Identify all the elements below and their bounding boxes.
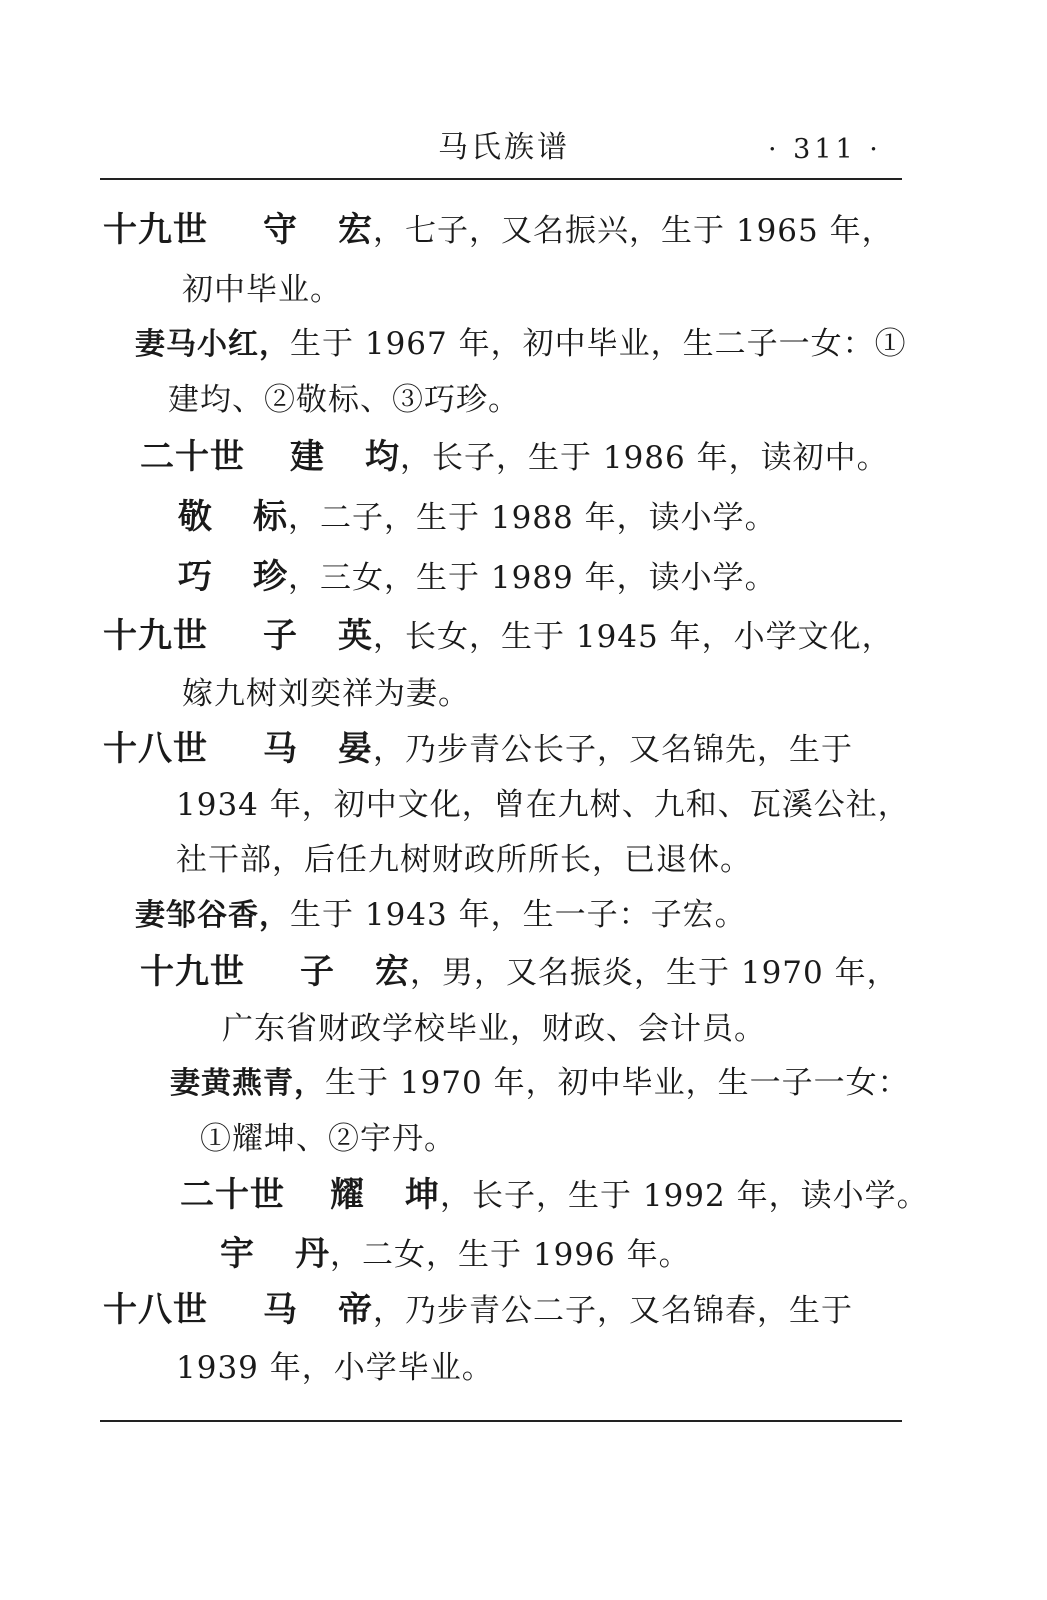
spouse-line <box>135 893 747 938</box>
generation-label: 二十世 <box>140 437 245 477</box>
generation-label: 十九世 <box>103 616 208 656</box>
generation-label: 十九世 <box>103 210 208 250</box>
name-char: 子 <box>263 616 298 656</box>
entry-line <box>103 727 853 772</box>
name-char: 建 <box>290 437 325 477</box>
entry-line <box>103 208 894 253</box>
spouse-name: 妻黄燕青， <box>170 1066 325 1101</box>
spouse-name: 妻邹谷香， <box>135 898 290 933</box>
entry-line <box>180 1173 929 1218</box>
name-char: 敬 <box>178 497 213 537</box>
name-char: 子 <box>300 952 335 992</box>
entry-text: ，长女，生于 1945 年，小学文化， <box>373 619 894 655</box>
person-name <box>263 1288 373 1332</box>
entry-text: ，七子，又名振兴，生于 1965 年， <box>373 213 894 249</box>
person-name <box>330 1173 440 1217</box>
name-char: 晏 <box>338 729 373 769</box>
entry-text: ，二子，生于 1988 年，读小学。 <box>288 500 777 536</box>
entry-text: 生于 1967 年，初中毕业，生二子一女：① <box>290 326 907 362</box>
entry-text: ，乃步青公二子，又名锦春，生于 <box>373 1293 853 1329</box>
entry-continuation: 1939 年，小学毕业。 <box>176 1350 494 1386</box>
entry-text: ，三女，生于 1989 年，读小学。 <box>288 560 777 596</box>
generation-label: 十八世 <box>103 1290 208 1330</box>
entry-continuation: 1934 年，初中文化，曾在九树、九和、瓦溪公社， <box>176 787 910 823</box>
person-name <box>263 727 373 771</box>
person-name <box>290 435 400 479</box>
name-char: 宏 <box>375 952 410 992</box>
entry-continuation: ①耀坤、②宇丹。 <box>200 1121 456 1157</box>
person-name <box>263 208 373 252</box>
name-char: 丹 <box>295 1234 330 1274</box>
entry-line <box>140 435 889 480</box>
person-name <box>263 614 373 658</box>
entry-continuation: 建均、②敬标、③巧珍。 <box>168 382 520 418</box>
name-char: 帝 <box>338 1290 373 1330</box>
entry-line <box>103 1288 853 1333</box>
page-number: · 311 · <box>768 134 882 165</box>
header-rule <box>100 178 902 180</box>
name-char: 马 <box>263 1290 298 1330</box>
entry-continuation: 嫁九树刘奕祥为妻。 <box>182 676 470 712</box>
entry-text: ，长子，生于 1992 年，读小学。 <box>440 1178 929 1214</box>
entry-line <box>220 1232 691 1277</box>
entry-continuation: 初中毕业。 <box>182 272 342 308</box>
generation-label: 十八世 <box>103 729 208 769</box>
name-char: 宇 <box>220 1234 255 1274</box>
footer-rule <box>100 1420 902 1422</box>
name-char: 守 <box>263 210 298 250</box>
person-name <box>178 555 288 599</box>
page-header-title: 马氏族谱 <box>438 130 570 165</box>
name-char: 均 <box>365 437 400 477</box>
name-char: 耀 <box>330 1175 365 1215</box>
spouse-line <box>135 322 907 367</box>
entry-continuation: 社干部，后任九树财政所所长，已退休。 <box>176 842 752 878</box>
name-char: 坤 <box>405 1175 440 1215</box>
spouse-line <box>170 1061 910 1106</box>
name-char: 巧 <box>178 557 213 597</box>
name-char: 马 <box>263 729 298 769</box>
entry-line <box>178 555 777 600</box>
generation-label: 十九世 <box>140 952 245 992</box>
generation-label: 二十世 <box>180 1175 285 1215</box>
entry-line <box>178 495 777 540</box>
name-char: 珍 <box>253 557 288 597</box>
entry-continuation: 广东省财政学校毕业，财政、会计员。 <box>222 1011 766 1047</box>
entry-text: ，男，又名振炎，生于 1970 年， <box>410 955 899 991</box>
entry-text: 生于 1943 年，生一子：子宏。 <box>290 897 747 933</box>
name-char: 英 <box>338 616 373 656</box>
person-name <box>178 495 288 539</box>
entry-text: ，二女，生于 1996 年。 <box>330 1237 691 1273</box>
entry-text: ，乃步青公长子，又名锦先，生于 <box>373 732 853 768</box>
entry-line <box>103 614 894 659</box>
entry-text: 生于 1970 年，初中毕业，生一子一女： <box>325 1065 910 1101</box>
person-name <box>300 950 410 994</box>
name-char: 宏 <box>338 210 373 250</box>
name-char: 标 <box>253 497 288 537</box>
spouse-name: 妻马小红， <box>135 327 290 362</box>
entry-line <box>140 950 899 995</box>
person-name <box>220 1232 330 1276</box>
entry-text: ，长子，生于 1986 年，读初中。 <box>400 440 889 476</box>
